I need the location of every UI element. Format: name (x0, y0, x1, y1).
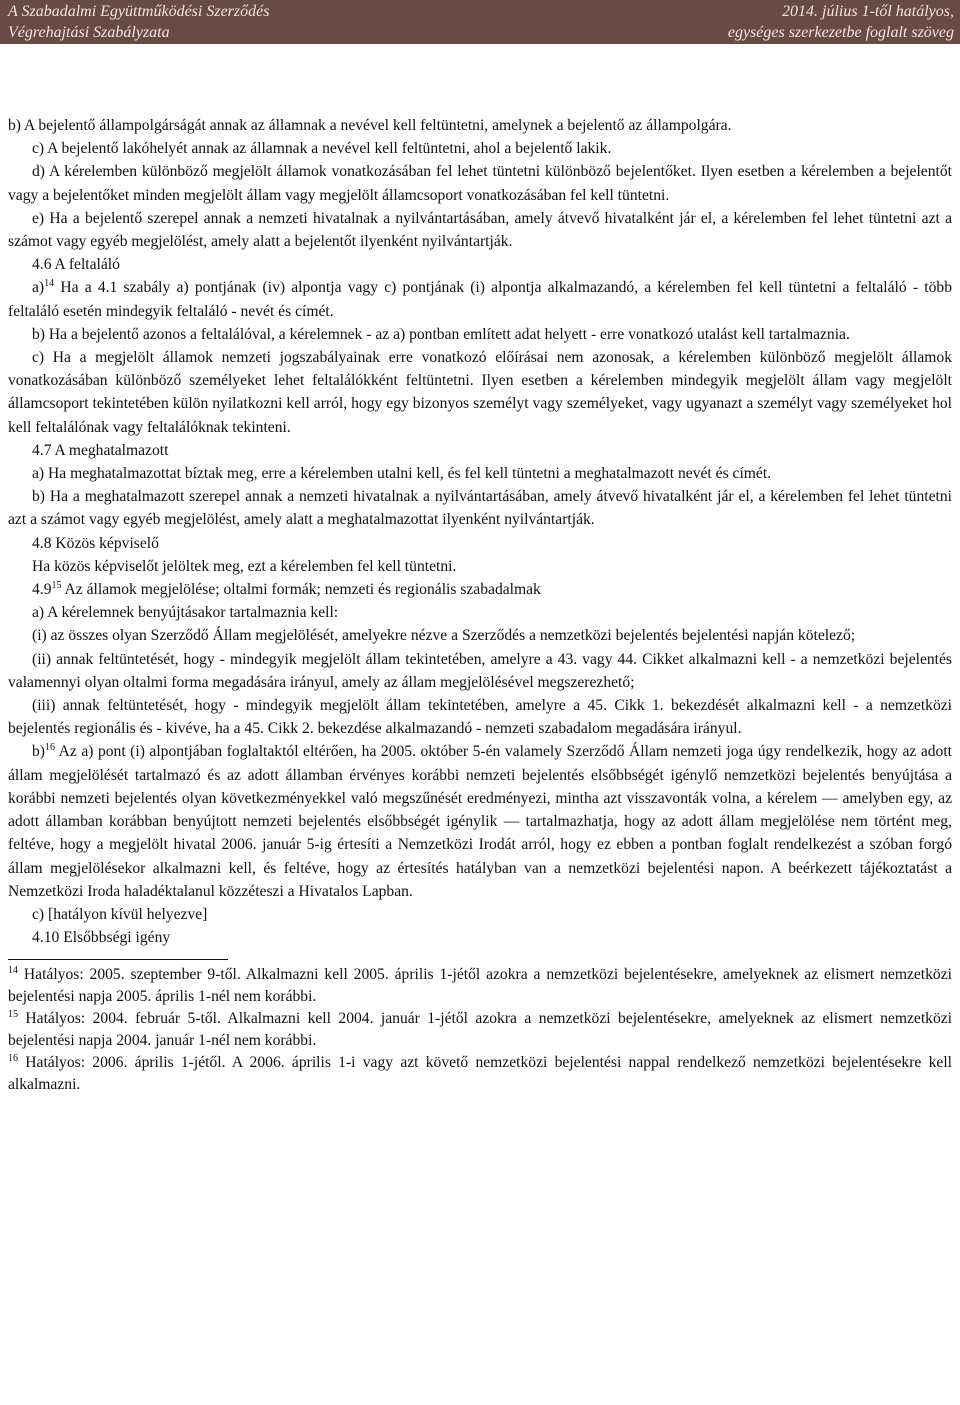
footnote (8, 1008, 952, 1052)
section-heading: 4.10 Elsőbbségi igény (32, 929, 171, 947)
header-date-line-1: 2014. július 1-től hatályos, (782, 3, 954, 20)
footnote-text: Hatályos: 2006. április 1-jétől. A 2006. április 1-i vagy azt követő nemzetközi bejelentési nappal rendelkező nemzetközi bejelentésekre kell alkalmazni. (8, 1054, 952, 1094)
header-title-line-1: A Szabadalmi Együttműködési Szerződés (8, 3, 270, 20)
paragraph: c) Ha a megjelölt államok nemzeti jogszabályainak erre vonatkozó előírásai nem azonosak, a kérelemben különböző megjelölt államok vonatkozásában különböző személyeket lehet feltalálókként feltüntetni. Ilyen esetben a kérelemben mindegyik megjelölt állam vagy megjelölt államcsoport tekintetében külön nyilatkozni kell arról, hogy egy bizonyos személyt vagy személyeket, vagy ugyanazt a személyt vagy személyeket hol kell feltalálónak vagy feltalálóknak tekinteni. (8, 349, 952, 436)
footnote-ref[interactable]: 16 (45, 742, 55, 754)
header-title-line-2: Végrehajtási Szabályzata (8, 24, 170, 41)
paragraph: b) Ha a meghatalmazott szerepel annak a nemzeti hivatalnak a nyilvántartásában, amely átvevő hivatalként jár el, a kérelemben fel lehet tüntetni azt a számot vagy egyéb megjelölést, amely alatt a meghatalmazottat ilyenként nyilvántartják. (8, 488, 952, 529)
header-left (8, 1, 269, 43)
header-right (728, 1, 954, 43)
paragraph: a) Ha meghatalmazottat bíztak meg, erre a kérelemben utalni kell, és fel kell tüntetni a meghatalmazott nevét és címét. (32, 465, 772, 483)
paragraph (8, 276, 952, 322)
paragraph: c) [hatályon kívül helyezve] (32, 905, 208, 923)
paragraph: (ii) annak feltüntetését, hogy - mindegyik megjelölt állam tekintetében, amelyre a 43. vagy 44. Cikket alkalmazni kell - a nemzetközi bejelentés valamennyi olyan oltalmi forma megadására irányul, amely az állam megjelölésével megszerezhető; (8, 650, 952, 691)
footnote-separator (8, 959, 228, 960)
footnote (8, 1052, 952, 1096)
footnote-number: 16 (8, 1053, 18, 1065)
section-heading: 4.7 A meghatalmazott (32, 441, 169, 459)
footnote-ref[interactable]: 15 (51, 579, 62, 591)
document-body (0, 44, 960, 949)
section-heading (8, 578, 952, 601)
paragraph-text: Az a) pont (i) alpontjában foglaltaktól eltérően, ha 2005. október 5-én valamely Szerződő Állam nemzeti joga úgy rendelkezik, hogy az adott állam megjelölését tartalmazó és az adott államban érvényes korábbi nemzeti bejelentés elsőbbségét igénylő nemzetközi bejelentés benyújtása a korábbi nemzeti bejelentés olyan következményekkel való megszűnését eredményezi, mintha azt visszavonták volna, a kérelem — amelyben egy, az adott államban korábban benyújtott nemzeti bejelentés elsőbbségét igénylik — tartalmazhatja, hogy az adott állam megjelölése nem történt meg, feltéve, hogy a megjelölt hivatal 2006. január 5-ig értesíti a Nemzetközi Irodát arról, hogy ez ebben a pontban foglalt rendelkezést a szóban forgó állam megjelölésekor alkalmazni kell, és feltéve, hogy az értesítés hatályban van a nemzetközi bejelentési napon. A beérkezett tájékoztatást a Nemzetközi Iroda haladéktalanul közzéteszi a Hivatalos Lapban. (8, 743, 952, 900)
footnote-text: Hatályos: 2004. február 5-től. Alkalmazni kell 2004. január 1-jétől azokra a nemzetközi bejelentésekre, amelyeknek az elismert nemzetközi bejelentési napja 2004. január 1-nél nem korábbi. (8, 1010, 952, 1050)
footnote (8, 964, 952, 1008)
paragraph: Ha közös képviselőt jelöltek meg, ezt a kérelemben fel kell tüntetni. (32, 557, 457, 575)
paragraph (8, 740, 952, 902)
paragraph: (i) az összes olyan Szerződő Állam megjelölését, amelyekre nézve a Szerződés a nemzetközi bejelentés bejelentési napján kötelező; (32, 627, 856, 645)
paragraph: b) Ha a bejelentő azonos a feltalálóval, a kérelemnek - az a) pontban említett adat helyett - erre vonatkozó utalást kell tartalmaznia. (32, 325, 850, 343)
section-heading: 4.6 A feltaláló (32, 256, 120, 274)
paragraph: a) A kérelemnek benyújtásakor tartalmaznia kell: (32, 604, 339, 622)
paragraph: d) A kérelemben különböző megjelölt államok vonatkozásában fel lehet tüntetni különböző bejelentőket. Ilyen esetben a kérelemben a bejelentőt vagy a bejelentőket minden megjelölt állam vagy megjelölt államcsoport vonatkozásában fel kell tüntetni. (8, 163, 952, 204)
footnote-number: 15 (8, 1009, 18, 1021)
paragraph: e) Ha a bejelentő szerepel annak a nemzeti hivatalnak a nyilvántartásában, amely átvevő hivatalként jár el, a kérelemben fel lehet tüntetni azt a számot vagy egyéb megjelölést, amely alatt a bejelentőt ilyenként nyilvántartják. (8, 209, 952, 251)
footnote-number: 14 (8, 965, 18, 977)
paragraph-text: Ha a 4.1 szabály a) pontjának (iv) alpontja vagy c) pontjának (i) alpontja alkalmazandó, a kérelemben fel kell tüntetni a feltaláló - több feltaláló esetén mindegyik feltaláló - nevét és címét. (8, 279, 952, 320)
section-title: Az államok megjelölése; oltalmi formák; nemzeti és regionális szabadalmak (61, 581, 541, 599)
footnotes (0, 964, 960, 1096)
footnote-text: Hatályos: 2005. szeptember 9-től. Alkalmazni kell 2005. április 1-jétől azokra a nemzetközi bejelentésekre, amelyeknek az elismert nemzetközi bejelentési napja 2005. április 1-nél nem korábbi. (8, 966, 952, 1006)
section-number: 4.9 (32, 581, 52, 599)
footnote-ref[interactable]: 14 (44, 278, 55, 290)
paragraph: c) A bejelentő lakóhelyét annak az államnak a nevével kell feltüntetni, ahol a bejelentő lakik. (32, 140, 612, 158)
item-label: b) (32, 743, 45, 761)
item-label: a) (32, 279, 45, 297)
page-header (0, 0, 960, 44)
section-heading: 4.8 Közös képviselő (32, 534, 159, 552)
header-date-line-2: egységes szerkezetbe foglalt szöveg (727, 24, 954, 41)
paragraph: b) A bejelentő állampolgárságát annak az államnak a nevével kell feltüntetni, amelynek a bejelentő az állampolgára. (8, 117, 732, 134)
paragraph: (iii) annak feltüntetését, hogy - mindegyik megjelölt állam tekintetében, amelyre a 45. Cikk 1. bekezdését alkalmazni kell - a nemzetközi bejelentés regionális és - kivéve, ha a 45. Cikk 2. bekezdése alkalmazandó - nemzeti szabadalom megadására irányul. (8, 697, 952, 738)
